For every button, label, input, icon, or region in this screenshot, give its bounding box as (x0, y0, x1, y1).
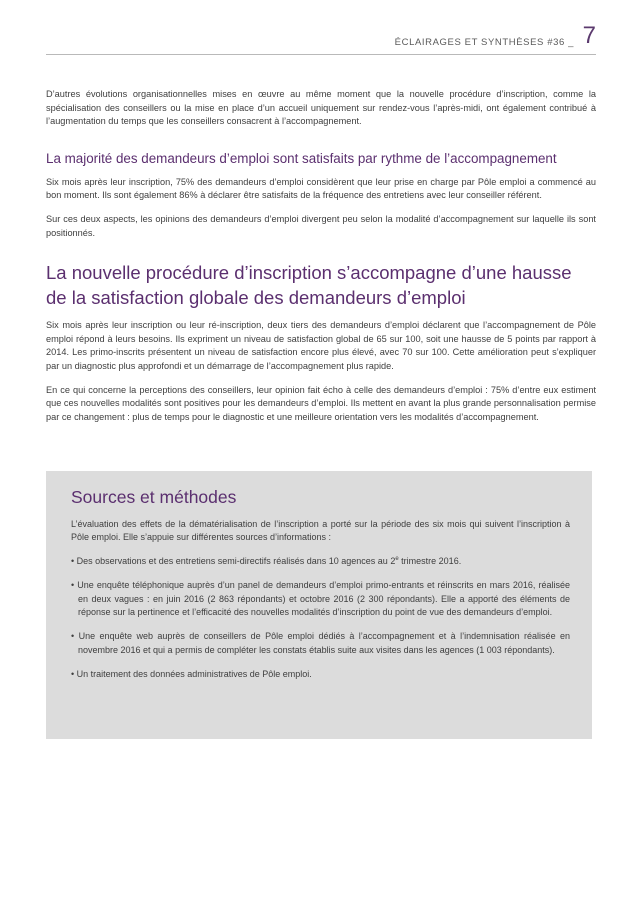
section2-paragraph-1: Six mois après leur inscription ou leur ré-inscription, deux tiers des demandeurs d’emploi déclarent que l’accompagnement de Pôle emploi répond à leurs besoins. Ils expriment un niveau de satisfaction global de 65 sur 100, soit une hausse de 5 points par rapport à 2014. Les primo-inscrits présentent un niveau de satisfaction encore plus élevé, avec 70 sur 100. Cette amélioration peut s’expliquer par un diagnostic plus approfondi et un démarrage de l’accompagnement plus rapide. (46, 320, 596, 371)
page-header (46, 14, 596, 55)
sources-list (71, 555, 570, 682)
section2-paragraph-2: En ce qui concerne la perceptions des conseillers, leur opinion fait écho à celle des demandeurs d’emploi : 75% d’entre eux estiment que ces nouvelles modalités sont positives pour les demandeurs d’emploi. Ils mettent en avant la plus grande personnalisation permise par ce changement : plus de temps pour le diagnostic et une meilleure orientation vers les modalités d’accompagnement. (46, 384, 596, 422)
list-item: • Une enquête téléphonique auprès d’un panel de demandeurs d’emploi primo-entrants et réinscrits en mars 2016, réalisée en deux vagues : en juin 2016 (2 863 répondants) et octobre 2016 (2 300 répondants). Elle a apporté des éléments de réponse sur la pertinence et l’efficacité des nouvelles modalités d’inscription du point de vue des demandeurs d’emploi. (71, 580, 570, 618)
main-content (46, 88, 596, 424)
list-item (71, 555, 570, 568)
sources-intro: L’évaluation des effets de la dématérialisation de l’inscription a porté sur la période des six mois qui suivent l’inscription à Pôle emploi. Elle s’appuie sur différentes sources d’informations : (71, 519, 570, 543)
list-item: • Un traitement des données administratives de Pôle emploi. (71, 669, 312, 680)
list-item-text: • Des observations et des entretiens semi-directifs réalisés dans 10 agences au 2 (71, 555, 396, 566)
publication-label: ÉCLAIRAGES ET SYNTHÈSES #36 _ (394, 37, 574, 48)
sources-title: Sources et méthodes (71, 487, 237, 507)
intro-paragraph: D’autres évolutions organisationnelles mises en œuvre au même moment que la nouvelle procédure d’inscription, comme la spécialisation des conseillers ou la mise en place d’un accueil uniquement sur rendez-vous l’après-midi, ont également contribué à l’augmentation du temps que les conseillers consacrent à l’accompagnement. (46, 89, 596, 127)
list-item-text: trimestre 2016. (398, 555, 462, 566)
section1-paragraph-2: Sur ces deux aspects, les opinions des demandeurs d’emploi divergent peu selon la modalité d’accompagnement sur laquelle ils sont positionnés. (46, 213, 596, 238)
page-number: 7 (582, 22, 596, 49)
section2-heading: La nouvelle procédure d’inscription s’accompagne d’une hausse de la satisfaction globale des demandeurs d’emploi (46, 262, 572, 309)
section1-heading: La majorité des demandeurs d’emploi sont satisfaits par rythme de l’accompagnement (46, 150, 557, 166)
sources-box (46, 471, 592, 739)
list-item: • Une enquête web auprès de conseillers de Pôle emploi dédiés à l’accompagnement et à l’indemnisation réalisée en novembre 2016 et qui a permis de compléter les constats établis suite aux visites dans les agences (1 003 répondants). (71, 631, 570, 655)
section1-paragraph-1: Six mois après leur inscription, 75% des demandeurs d’emploi considèrent que leur prise en charge par Pôle emploi a commencé au bon moment. Ils sont également 86% à déclarer être satisfaits de la fréquence des entretiens avec leur conseiller référent. (46, 176, 596, 201)
superscript: e (395, 555, 399, 562)
